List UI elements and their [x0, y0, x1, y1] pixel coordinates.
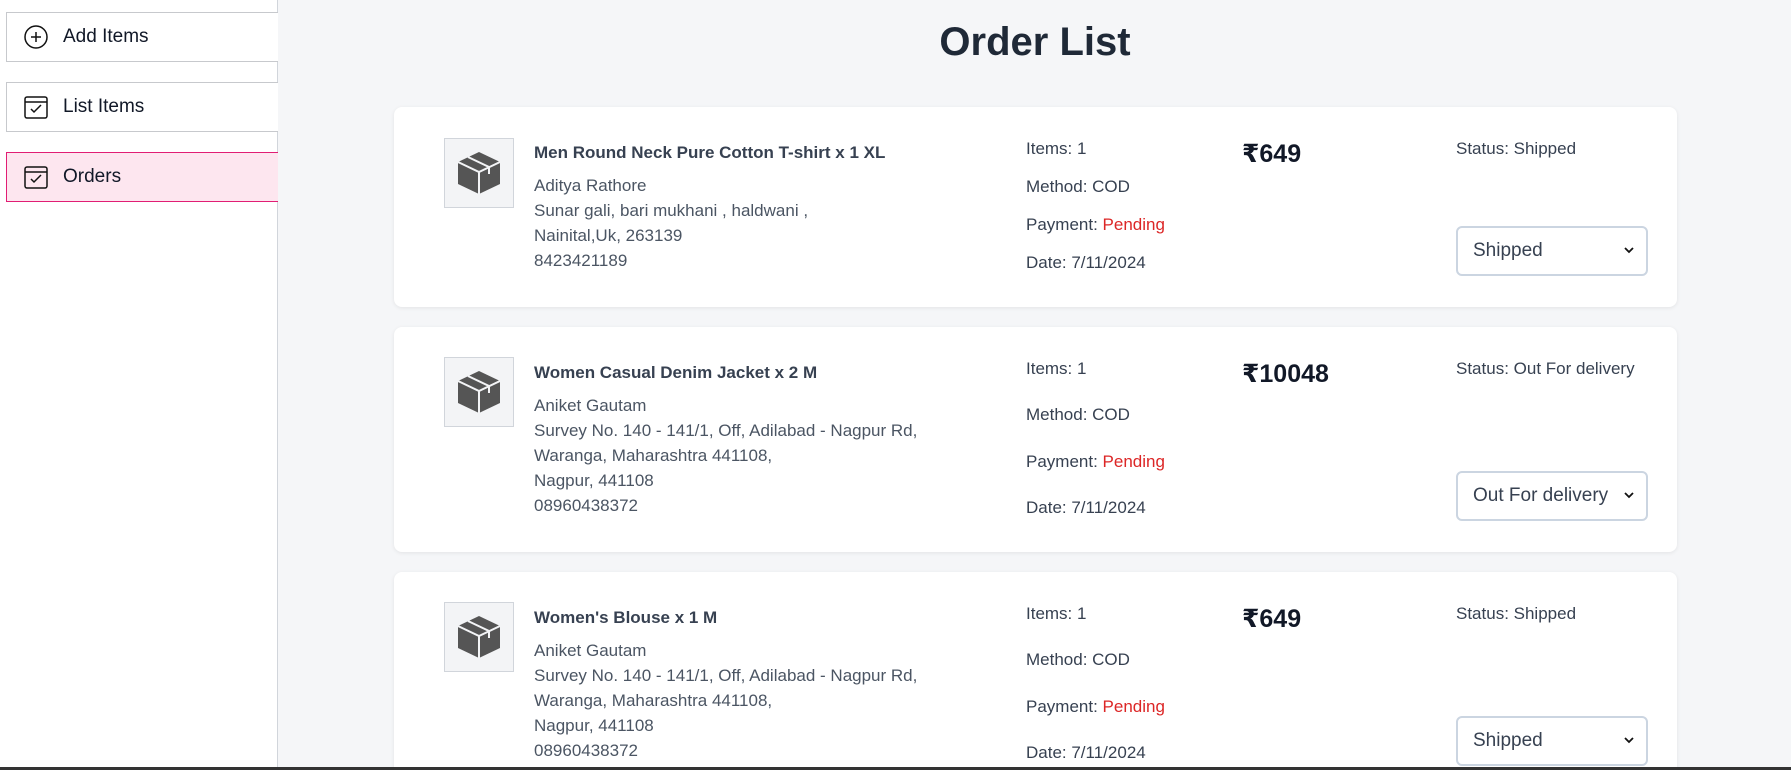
address-line: Nagpur, 441108 [534, 716, 654, 735]
order-price: ₹649 [1242, 140, 1302, 168]
order-meta [1026, 139, 1165, 273]
sidebar-item-label: List Items [63, 96, 145, 117]
address-line: Waranga, Maharashtra 441108, [534, 446, 773, 465]
phone-number: 8423421189 [534, 251, 628, 270]
checklist-icon [23, 94, 49, 120]
parcel-icon [444, 357, 514, 427]
order-status: Status: Out For delivery [1456, 359, 1635, 378]
order-meta [1026, 359, 1165, 518]
phone-number: 08960438372 [534, 496, 639, 515]
order-date: Date: 7/11/2024 [1026, 743, 1146, 762]
address-line: Nagpur, 441108 [534, 471, 654, 490]
order-meta [1026, 604, 1165, 763]
payment-method: Method: COD [1026, 405, 1130, 424]
order-date: Date: 7/11/2024 [1026, 253, 1146, 272]
checklist-icon [23, 164, 49, 190]
address-line: Waranga, Maharashtra 441108, [534, 691, 773, 710]
sidebar [0, 0, 278, 770]
phone-number: 08960438372 [534, 741, 639, 760]
order-status: Status: Shipped [1456, 139, 1577, 158]
order-card [394, 107, 1677, 307]
sidebar-item-label: Add Items [63, 26, 149, 47]
status-select[interactable]: Shipped [1456, 716, 1648, 766]
order-card [394, 572, 1677, 770]
address-line: Survey No. 140 - 141/1, Off, Adilabad - Nagpur Rd, [534, 421, 918, 440]
order-price: ₹649 [1242, 605, 1302, 633]
customer-name: Aditya Rathore [534, 176, 647, 195]
customer-name: Aniket Gautam [534, 396, 647, 415]
product-name: Women's Blouse x 1 M [534, 608, 718, 627]
order-details [534, 363, 917, 518]
main-content [279, 0, 1791, 770]
plus-circle-icon [23, 24, 49, 50]
product-name: Women Casual Denim Jacket x 2 M [534, 363, 818, 382]
payment-status: Payment: Pending [1026, 697, 1165, 716]
page-title: Order List [939, 20, 1131, 64]
address-line: Survey No. 140 - 141/1, Off, Adilabad - Nagpur Rd, [534, 666, 918, 685]
order-status: Status: Shipped [1456, 604, 1577, 623]
payment-status: Payment: Pending [1026, 452, 1165, 471]
order-details [534, 608, 917, 763]
product-name: Men Round Neck Pure Cotton T-shirt x 1 XL [534, 143, 886, 162]
sidebar-item-add-items[interactable] [6, 12, 278, 62]
payment-method: Method: COD [1026, 177, 1130, 196]
address-line: Nainital,Uk, 263139 [534, 226, 683, 245]
address-line: Sunar gali, bari mukhani , haldwani , [534, 201, 809, 220]
order-details [534, 143, 885, 273]
parcel-icon [444, 602, 514, 672]
items-count: Items: 1 [1026, 359, 1087, 378]
status-select[interactable]: Out For delivery [1456, 471, 1648, 521]
items-count: Items: 1 [1026, 139, 1087, 158]
sidebar-item-orders[interactable] [6, 152, 278, 202]
sidebar-item-list-items[interactable] [6, 82, 278, 132]
chevron-down-icon [1622, 733, 1636, 747]
chevron-down-icon [1622, 243, 1636, 257]
payment-status: Payment: Pending [1026, 215, 1165, 234]
order-date: Date: 7/11/2024 [1026, 498, 1146, 517]
status-select[interactable]: Shipped [1456, 226, 1648, 276]
chevron-down-icon [1622, 488, 1636, 502]
parcel-icon [444, 138, 514, 208]
items-count: Items: 1 [1026, 604, 1087, 623]
payment-method: Method: COD [1026, 650, 1130, 669]
customer-name: Aniket Gautam [534, 641, 647, 660]
order-card [394, 327, 1677, 552]
order-price: ₹10048 [1242, 360, 1329, 388]
sidebar-item-label: Orders [63, 166, 122, 187]
